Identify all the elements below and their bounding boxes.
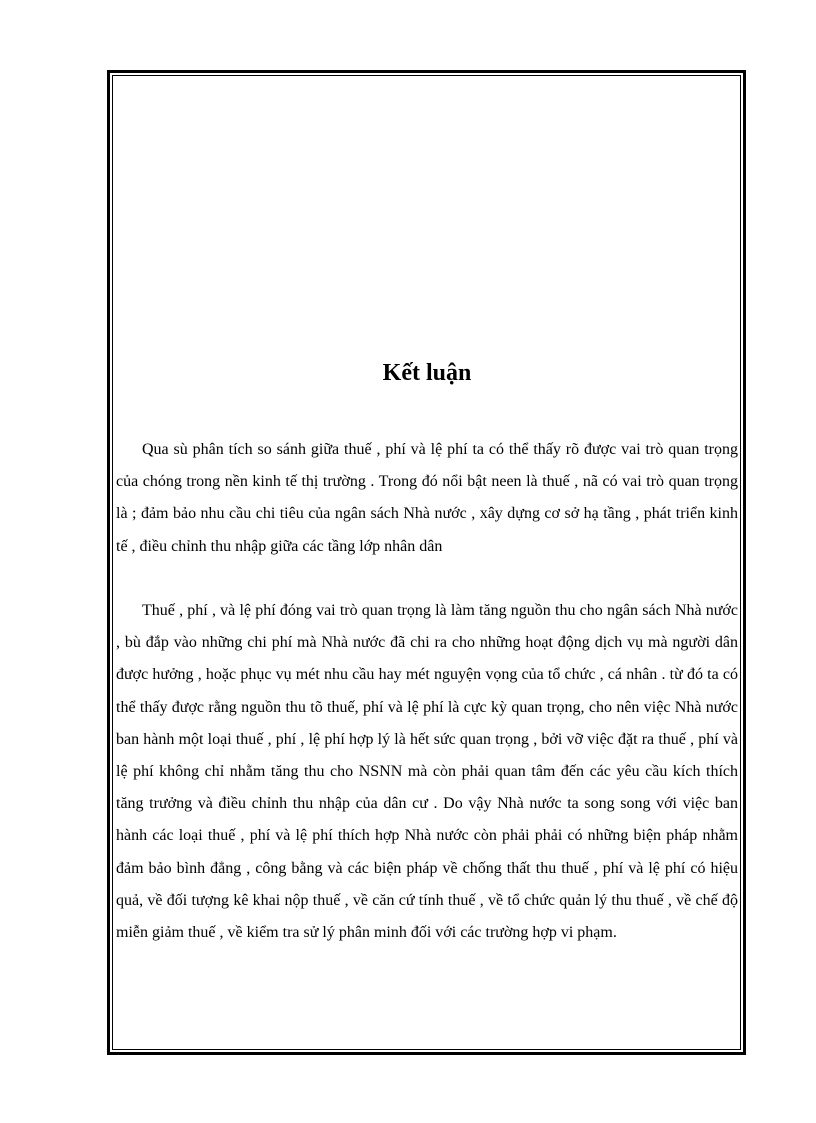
document-title: Kết luận: [382, 360, 472, 386]
paragraph-1: Qua sù phân tích so sánh giữa thuế , phí và lệ phí ta có thể thấy rõ được vai trò quan trọng của chóng trong nền kinh tế thị trường . Trong đó nổi bật neen là thuế , nã có vai trò quan trọng là ; đảm bảo nhu cầu chi tiêu của ngân sách Nhà nước , xây dựng cơ sở hạ tầng , phát triển kinh tế , điều chỉnh thu nhập giữa các tầng lớp nhân dân: [116, 441, 738, 555]
paragraph-2: Thuế , phí , và lệ phí đóng vai trò quan trọng là làm tăng nguồn thu cho ngân sách Nhà nước , bù đắp vào những chi phí mà Nhà nước đã chi ra cho những hoạt động dịch vụ mà người dân được hưởng , hoặc phục vụ mét nhu cầu hay mét nguyện vọng của tổ chức , cá nhân . từ đó ta có thể thấy được rằng nguồn thu tõ thuế, phí và lệ phí là cực kỳ quan trọng, cho nên việc Nhà nước ban hành một loại thuế , phí , lệ phí hợp lý là hết sức quan trọng , bởi vỡ việc đặt ra thuế , phí và lệ phí không chỉ nhằm tăng thu cho NSNN mà còn phải quan tâm đến các yêu cầu kích thích tăng trưởng và điều chỉnh thu nhập của dân cư . Do vậy Nhà nước ta song song với việc ban hành các loại thuế , phí và lệ phí thích hợp Nhà nước còn phải phải có những biện pháp nhằm đảm bảo bình đẳng , công bằng và các biện pháp về chống thất thu thuế , phí và lệ phí có hiệu quả, về đối tượng kê khai nộp thuế , về căn cứ tính thuế , về tổ chức quản lý thu thuế , về chế độ miễn giảm thuế , về kiểm tra sử lý phân minh đối với các trường hợp vi phạm.: [116, 602, 738, 942]
